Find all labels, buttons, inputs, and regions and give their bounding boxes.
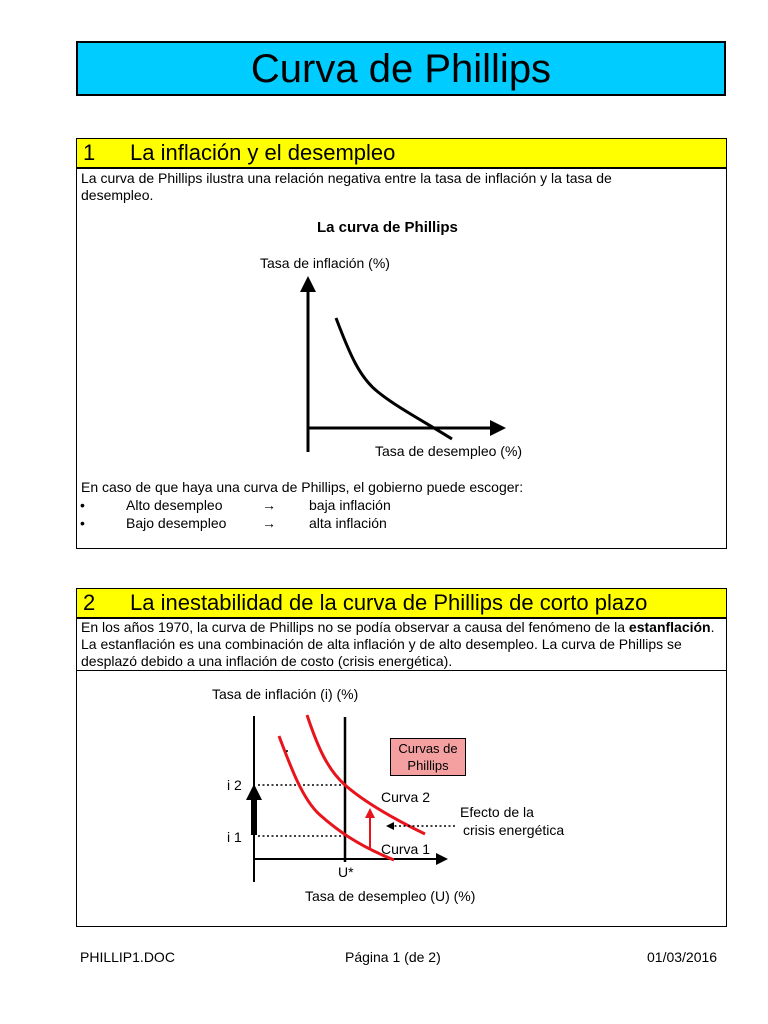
shift-arrow-head [365,808,375,818]
page-title: Curva de Phillips [250,46,552,91]
inflation-rise-arrow-head [246,784,262,800]
footer-filename: PHILLIP1.DOC [80,949,175,965]
curva-1-line [279,736,394,860]
bullet: • [80,497,85,513]
section-1-intro: La curva de Phillips ilustra una relación negativa entre la tasa de inflación y la tasa de desempleo. [81,170,612,203]
chart-1-x-label: Tasa de desempleo (%) [375,443,523,459]
bullet: • [80,515,85,531]
section-1-heading: La inflación y el desempleo [130,140,396,165]
curve-dot [286,750,288,752]
choice-right: baja inflación [309,497,391,513]
footer-page-number: Página 1 (de 2) [345,949,441,965]
legend-line-2: Phillips [407,758,449,773]
effect-label-2: crisis energética [463,822,565,838]
choice-left: Bajo desempleo [126,515,227,531]
legend-line-1: Curvas de [398,741,458,756]
arrow-right-icon: → [262,515,276,531]
i1-label: i 1 [227,829,242,845]
chart-1-title: La curva de Phillips [317,219,458,236]
section-2-heading: La inestabilidad de la curva de Phillips de corto plazo [130,590,648,615]
effect-pointer-head [386,822,394,830]
curve-2-label: Curva 2 [381,789,431,805]
section-2-text-b: . La estanflación es una combinación de alta inflación y de alto desempleo. La curva de Phillips se desplazó debido a una inflación de costo (crisis energética). [81,619,715,669]
choice-intro: En caso de que haya una curva de Phillips, el gobierno puede escoger: [81,479,524,495]
chart-2-y-label: Tasa de inflación (i) (%) [212,686,359,702]
section-2-number: 2 [83,590,96,615]
chart-1-y-label: Tasa de inflación (%) [260,255,390,271]
arrow-right-icon: → [262,497,276,513]
section-2-term: estanflación [628,619,711,635]
curve-1-label: Curva 1 [381,841,431,857]
chart-2-x-label: Tasa de desempleo (U) (%) [305,888,476,904]
section-2-text-a: En los años 1970, la curva de Phillips no se podía observar a causa del fenómeno de la [81,619,629,635]
effect-label-1: Efecto de la [460,804,534,820]
section-1-number: 1 [83,140,96,165]
choice-left: Alto desempleo [126,497,223,513]
u-star-label: U* [338,864,354,880]
choice-right: alta inflación [309,515,387,531]
footer-date: 01/03/2016 [647,949,718,965]
chart-2-x-arrow [436,853,448,865]
chart-2-legend-box [390,738,466,776]
i2-label: i 2 [227,777,242,793]
